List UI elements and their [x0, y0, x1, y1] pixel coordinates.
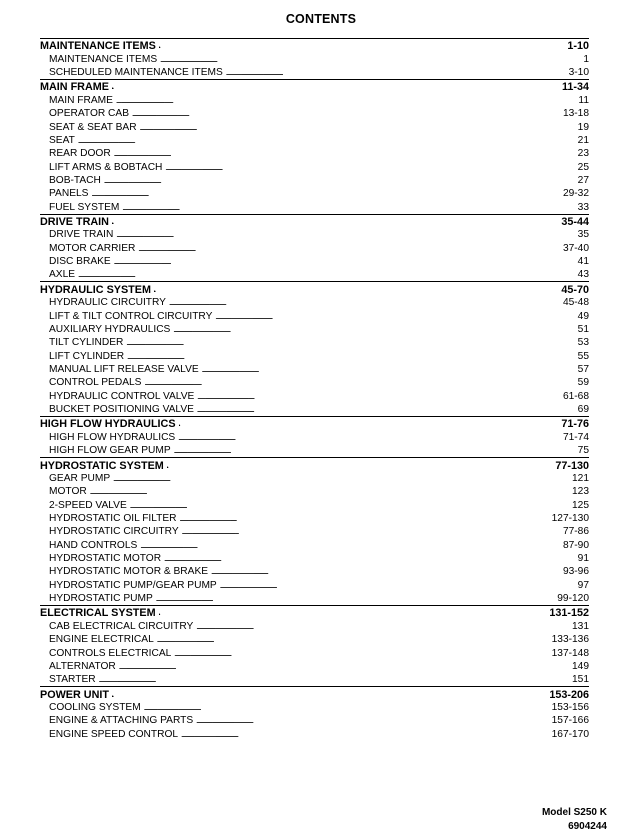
- entry-page: 133-136: [551, 634, 589, 646]
- toc-section: [40, 214, 589, 282]
- entry-title: TILT CYLINDER: [49, 337, 124, 349]
- dot-leader: [122, 202, 575, 213]
- entry-title: REAR DOOR: [49, 148, 111, 160]
- entry-page: 71-74: [562, 431, 589, 443]
- toc-entry[interactable]: [40, 376, 589, 389]
- entry-title: OPERATOR CAB: [49, 108, 130, 120]
- section-page-range: 153-206: [549, 688, 589, 701]
- toc-section-heading[interactable]: [40, 281, 589, 295]
- dot-leader: [226, 67, 567, 78]
- table-of-contents: [40, 38, 589, 741]
- entry-page: 41: [577, 256, 589, 268]
- toc-entry[interactable]: [40, 255, 589, 268]
- entry-title: FUEL SYSTEM: [49, 201, 120, 213]
- entry-page: 11: [578, 94, 589, 106]
- entry-title: HAND CONTROLS: [49, 539, 138, 551]
- dot-leader: [90, 486, 570, 497]
- entry-page: 125: [572, 499, 589, 511]
- entry-page: 13-18: [562, 108, 589, 120]
- dot-leader: [180, 513, 550, 524]
- section-page-range: 77-130: [555, 459, 589, 472]
- entry-title: ENGINE SPEED CONTROL: [49, 728, 179, 740]
- toc-section-heading[interactable]: [40, 416, 589, 430]
- toc-section: [40, 281, 589, 416]
- dot-leader: [127, 351, 576, 362]
- toc-entry[interactable]: [40, 187, 589, 200]
- entry-page: 121: [572, 472, 589, 484]
- dot-leader: [174, 648, 549, 659]
- dot-leader: [202, 364, 576, 375]
- entry-title: AUXILIARY HYDRAULICS: [49, 323, 171, 335]
- entry-page: 21: [577, 134, 589, 146]
- toc-entry[interactable]: [40, 296, 589, 309]
- entry-page: 97: [577, 579, 589, 591]
- dot-leader: [112, 81, 560, 92]
- entry-title: SEAT: [49, 134, 75, 146]
- entry-title: MANUAL LIFT RELEASE VALVE: [49, 363, 199, 375]
- entry-page: 157-166: [551, 715, 589, 727]
- dot-leader: [91, 188, 560, 199]
- toc-entry[interactable]: [40, 538, 589, 551]
- toc-section-heading[interactable]: [40, 79, 589, 93]
- dot-leader: [174, 445, 576, 456]
- entry-title: MOTOR CARRIER: [49, 242, 136, 254]
- dot-leader: [160, 54, 581, 65]
- toc-section-heading[interactable]: [40, 38, 589, 52]
- dot-leader: [197, 391, 561, 402]
- entry-title: BOB-TACH: [49, 174, 101, 186]
- section-title: ELECTRICAL SYSTEM: [40, 607, 156, 620]
- dot-leader: [116, 229, 575, 240]
- toc-entry[interactable]: [40, 147, 589, 160]
- toc-entry[interactable]: [40, 228, 589, 241]
- entry-title: HYDRAULIC CONTROL VALVE: [49, 390, 195, 402]
- section-page-range: 11-34: [561, 81, 589, 94]
- dot-leader: [104, 175, 576, 186]
- toc-entry[interactable]: [40, 52, 589, 65]
- toc-entry[interactable]: [40, 552, 589, 565]
- section-title: MAINTENANCE ITEMS: [40, 40, 156, 53]
- dot-leader: [154, 284, 559, 295]
- dot-leader: [138, 243, 561, 254]
- toc-entry[interactable]: [40, 633, 589, 646]
- section-title: MAIN FRAME: [40, 81, 109, 94]
- toc-section: [40, 416, 589, 457]
- entry-title: 2-SPEED VALVE: [49, 499, 127, 511]
- toc-section-heading[interactable]: [40, 214, 589, 228]
- dot-leader: [165, 162, 575, 173]
- entry-page: 29-32: [562, 188, 589, 200]
- dot-leader: [157, 634, 550, 645]
- entry-page: 27: [577, 174, 589, 186]
- entry-page: 45-48: [562, 297, 589, 309]
- entry-page: 91: [577, 553, 589, 565]
- toc-entry[interactable]: [40, 701, 589, 714]
- entry-page: 153-156: [551, 701, 589, 713]
- entry-title: HYDROSTATIC OIL FILTER: [49, 512, 177, 524]
- dot-leader: [156, 593, 556, 604]
- toc-entry[interactable]: [40, 727, 589, 740]
- dot-leader: [78, 135, 576, 146]
- dot-leader: [114, 256, 576, 267]
- dot-leader: [167, 460, 554, 471]
- entry-title: CONTROLS ELECTRICAL: [49, 647, 172, 659]
- dot-leader: [159, 607, 548, 618]
- dot-leader: [182, 526, 561, 537]
- entry-title: HYDROSTATIC PUMP: [49, 593, 153, 605]
- toc-entry[interactable]: [40, 485, 589, 498]
- entry-title: AXLE: [49, 269, 76, 281]
- entry-page: 23: [577, 148, 589, 160]
- toc-entry[interactable]: [40, 93, 589, 106]
- entry-title: ENGINE & ATTACHING PARTS: [49, 715, 194, 727]
- toc-entry[interactable]: [40, 512, 589, 525]
- entry-title: MAINTENANCE ITEMS: [49, 53, 158, 65]
- dot-leader: [112, 689, 547, 700]
- entry-title: MOTOR: [49, 486, 87, 498]
- entry-title: GEAR PUMP: [49, 472, 111, 484]
- toc-entry[interactable]: [40, 107, 589, 120]
- dot-leader: [196, 715, 549, 726]
- dot-leader: [196, 621, 570, 632]
- entry-page: 99-120: [557, 593, 589, 605]
- entry-page: 37-40: [562, 242, 589, 254]
- toc-entry[interactable]: [40, 525, 589, 538]
- toc-entry[interactable]: [40, 323, 589, 336]
- entry-page: 69: [577, 404, 589, 416]
- dot-leader: [78, 269, 576, 280]
- dot-leader: [113, 473, 570, 484]
- entry-page: 59: [577, 377, 589, 389]
- section-title: HIGH FLOW HYDRAULICS: [40, 418, 176, 431]
- toc-entry[interactable]: [40, 619, 589, 632]
- entry-page: 151: [572, 674, 589, 686]
- dot-leader: [119, 661, 570, 672]
- section-page-range: 131-152: [549, 607, 589, 620]
- entry-title: COOLING SYSTEM: [49, 701, 141, 713]
- toc-section: [40, 605, 589, 686]
- dot-leader: [130, 500, 570, 511]
- entry-title: LIFT ARMS & BOBTACH: [49, 161, 163, 173]
- entry-page: 123: [572, 486, 589, 498]
- entry-title: DRIVE TRAIN: [49, 229, 114, 241]
- dot-leader: [211, 566, 561, 577]
- toc-section: [40, 38, 589, 79]
- entry-title: PANELS: [49, 188, 89, 200]
- entry-page: 131: [572, 620, 589, 632]
- dot-leader: [140, 122, 576, 133]
- toc-entry[interactable]: [40, 363, 589, 376]
- toc-entry[interactable]: [40, 349, 589, 362]
- section-page-range: 45-70: [561, 283, 589, 296]
- toc-entry[interactable]: [40, 578, 589, 591]
- dot-leader: [112, 216, 559, 227]
- part-number: 6904244: [568, 821, 607, 832]
- entry-page: 137-148: [551, 647, 589, 659]
- entry-page: 25: [577, 161, 589, 173]
- entry-title: HIGH FLOW HYDRAULICS: [49, 431, 176, 443]
- entry-page: 33: [577, 201, 589, 213]
- toc-entry[interactable]: [40, 714, 589, 727]
- toc-entry[interactable]: [40, 174, 589, 187]
- entry-page: 1: [583, 53, 589, 65]
- dot-leader: [144, 377, 575, 388]
- section-page-range: 1-10: [567, 40, 589, 53]
- dot-leader: [169, 297, 561, 308]
- toc-entry[interactable]: [40, 592, 589, 605]
- entry-page: 167-170: [551, 728, 589, 740]
- entry-page: 57: [577, 363, 589, 375]
- dot-leader: [114, 148, 576, 159]
- entry-title: ENGINE ELECTRICAL: [49, 634, 154, 646]
- toc-entry[interactable]: [40, 336, 589, 349]
- entry-title: DISC BRAKE: [49, 256, 111, 268]
- toc-entry[interactable]: [40, 241, 589, 254]
- entry-title: SEAT & SEAT BAR: [49, 121, 137, 133]
- toc-entry[interactable]: [40, 403, 589, 416]
- entry-page: 35: [577, 229, 589, 241]
- toc-entry[interactable]: [40, 160, 589, 173]
- toc-entry[interactable]: [40, 565, 589, 578]
- entry-page: 87-90: [562, 539, 589, 551]
- entry-title: BUCKET POSITIONING VALVE: [49, 404, 194, 416]
- toc-section: [40, 79, 589, 214]
- model-label: Model S250 K: [541, 807, 607, 818]
- section-title: DRIVE TRAIN: [40, 216, 109, 229]
- dot-leader: [197, 404, 576, 415]
- toc-entry[interactable]: [40, 498, 589, 511]
- entry-page: 51: [577, 323, 589, 335]
- section-page-range: 35-44: [561, 216, 589, 229]
- dot-leader: [126, 337, 575, 348]
- toc-entry[interactable]: [40, 120, 589, 133]
- toc-section: [40, 457, 589, 605]
- entry-page: 3-10: [568, 67, 589, 79]
- toc-section: [40, 686, 589, 740]
- entry-page: 49: [577, 310, 589, 322]
- dot-leader: [116, 95, 576, 106]
- entry-title: LIFT CYLINDER: [49, 350, 125, 362]
- entry-title: HYDROSTATIC MOTOR: [49, 553, 162, 565]
- entry-title: HYDROSTATIC PUMP/GEAR PUMP: [49, 579, 217, 591]
- dot-leader: [164, 553, 576, 564]
- toc-section-heading[interactable]: [40, 457, 589, 471]
- entry-title: HYDROSTATIC CIRCUITRY: [49, 526, 179, 538]
- dot-leader: [173, 324, 575, 335]
- toc-entry[interactable]: [40, 309, 589, 322]
- toc-entry[interactable]: [40, 673, 589, 686]
- entry-title: HYDRAULIC CIRCUITRY: [49, 297, 166, 309]
- toc-entry[interactable]: [40, 66, 589, 79]
- toc-entry[interactable]: [40, 430, 589, 443]
- entry-title: SCHEDULED MAINTENANCE ITEMS: [49, 67, 223, 79]
- entry-page: 19: [577, 121, 589, 133]
- toc-section-heading[interactable]: [40, 686, 589, 700]
- toc-entry[interactable]: [40, 134, 589, 147]
- dot-leader: [181, 729, 550, 740]
- entry-title: MAIN FRAME: [49, 94, 113, 106]
- entry-title: ALTERNATOR: [49, 660, 116, 672]
- toc-entry[interactable]: [40, 200, 589, 213]
- toc-section-heading[interactable]: [40, 605, 589, 619]
- dot-leader: [220, 580, 576, 591]
- toc-entry[interactable]: [40, 389, 589, 402]
- toc-entry[interactable]: [40, 646, 589, 659]
- section-title: HYDROSTATIC SYSTEM: [40, 459, 164, 472]
- entry-page: 75: [577, 445, 589, 457]
- dot-leader: [144, 702, 550, 713]
- section-title: POWER UNIT: [40, 688, 109, 701]
- dot-leader: [178, 432, 561, 443]
- toc-entry[interactable]: [40, 472, 589, 485]
- entry-page: 77-86: [562, 526, 589, 538]
- entry-title: CAB ELECTRICAL CIRCUITRY: [49, 620, 194, 632]
- toc-entry[interactable]: [40, 444, 589, 457]
- entry-page: 93-96: [562, 566, 589, 578]
- entry-page: 149: [572, 660, 589, 672]
- entry-title: STARTER: [49, 674, 96, 686]
- entry-page: 53: [577, 337, 589, 349]
- entry-page: 43: [577, 269, 589, 281]
- dot-leader: [140, 540, 561, 551]
- entry-page: 55: [577, 350, 589, 362]
- section-page-range: 71-76: [561, 418, 589, 431]
- entry-title: HYDROSTATIC MOTOR & BRAKE: [49, 566, 209, 578]
- entry-title: CONTROL PEDALS: [49, 377, 142, 389]
- dot-leader: [132, 108, 561, 119]
- dot-leader: [159, 40, 566, 51]
- page-title: CONTENTS: [285, 12, 357, 26]
- dot-leader: [215, 311, 575, 322]
- entry-page: 127-130: [551, 512, 589, 524]
- entry-page: 61-68: [562, 390, 589, 402]
- toc-entry[interactable]: [40, 268, 589, 281]
- entry-title: LIFT & TILT CONTROL CIRCUITRY: [49, 310, 213, 322]
- toc-entry[interactable]: [40, 660, 589, 673]
- entry-title: HIGH FLOW GEAR PUMP: [49, 445, 171, 457]
- dot-leader: [179, 418, 560, 429]
- section-title: HYDRAULIC SYSTEM: [40, 283, 151, 296]
- dot-leader: [99, 674, 570, 685]
